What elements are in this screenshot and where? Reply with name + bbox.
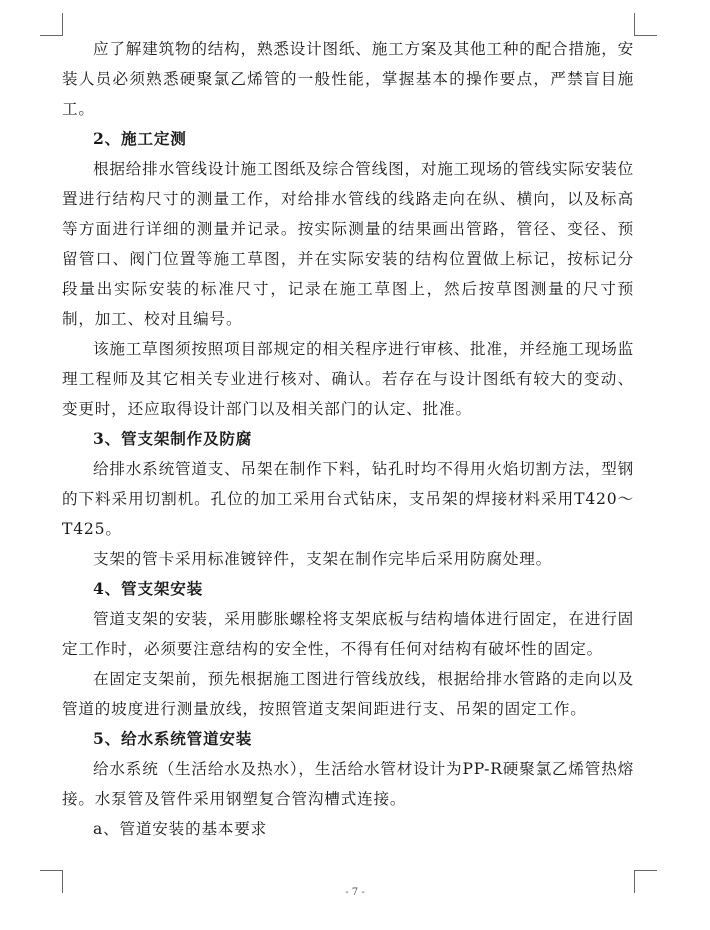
paragraph: 该施工草图须按照项目部规定的相关程序进行审核、批准，并经施工现场监理工程师及其它相关专业进行核对、确认。若存在与设计图纸有较大的变动、变更时，还应取得设计部门以及相关部门的认定、批准。 xyxy=(62,340,634,418)
paragraph: 在固定支架前，预先根据施工图进行管线放线，根据给排水管路的走向以及管道的坡度进行测量放线，按照管道支架间距进行支、吊架的固定工作。 xyxy=(62,670,634,718)
paragraph: 支架的管卡采用标准镀锌件，支架在制作完毕后采用防腐处理。 xyxy=(93,550,553,568)
section-heading: 2、施工定测 xyxy=(93,129,187,148)
document-body xyxy=(62,34,634,844)
paragraph: 根据给排水管线设计施工图纸及综合管线图，对施工现场的管线实际安装位置进行结构尺寸的测量工作，对给排水管线的线路走向在纵、横向，以及标高等方面进行详细的测量并记录。按实际测量的结果画出管路，管径、变径、预留管口、阀门位置等施工草图，并在实际安装的结构位置做上标记，按标记分段量出实际安装的标准尺寸，记录在施工草图上，然后按草图测量的尺寸预制，加工、校对且编号。 xyxy=(62,160,634,328)
paragraph: 给水系统（生活给水及热水），生活给水管材设计为PP-R硬聚氯乙烯管热熔接。水泵管及管件采用钢塑复合管沟槽式连接。 xyxy=(62,760,634,808)
section-heading: 5、给水系统管道安装 xyxy=(93,729,253,748)
paragraph: 应了解建筑物的结构，熟悉设计图纸、施工方案及其他工种的配合措施，安装人员必须熟悉硬聚氯乙烯管的一般性能，掌握基本的操作要点，严禁盲目施工。 xyxy=(62,40,634,118)
crop-mark-top-left xyxy=(40,13,63,36)
paragraph: 给排水系统管道支、吊架在制作下料，钻孔时均不得用火焰切割方法，型钢的下料采用切割机。孔位的加工采用台式钻床，支吊架的焊接材料采用T420～T425。 xyxy=(62,460,634,538)
paragraph: a、管道安装的基本要求 xyxy=(93,820,268,838)
crop-mark-top-right xyxy=(634,13,657,36)
paragraph: 管道支架的安装，采用膨胀螺栓将支架底板与结构墙体进行固定，在进行固定工作时，必须要注意结构的安全性，不得有任何对结构有破坏性的固定。 xyxy=(62,610,634,658)
section-heading: 4、管支架安装 xyxy=(93,579,204,598)
page-number: - 7 - xyxy=(345,887,365,898)
section-heading: 3、管支架制作及防腐 xyxy=(93,429,253,448)
